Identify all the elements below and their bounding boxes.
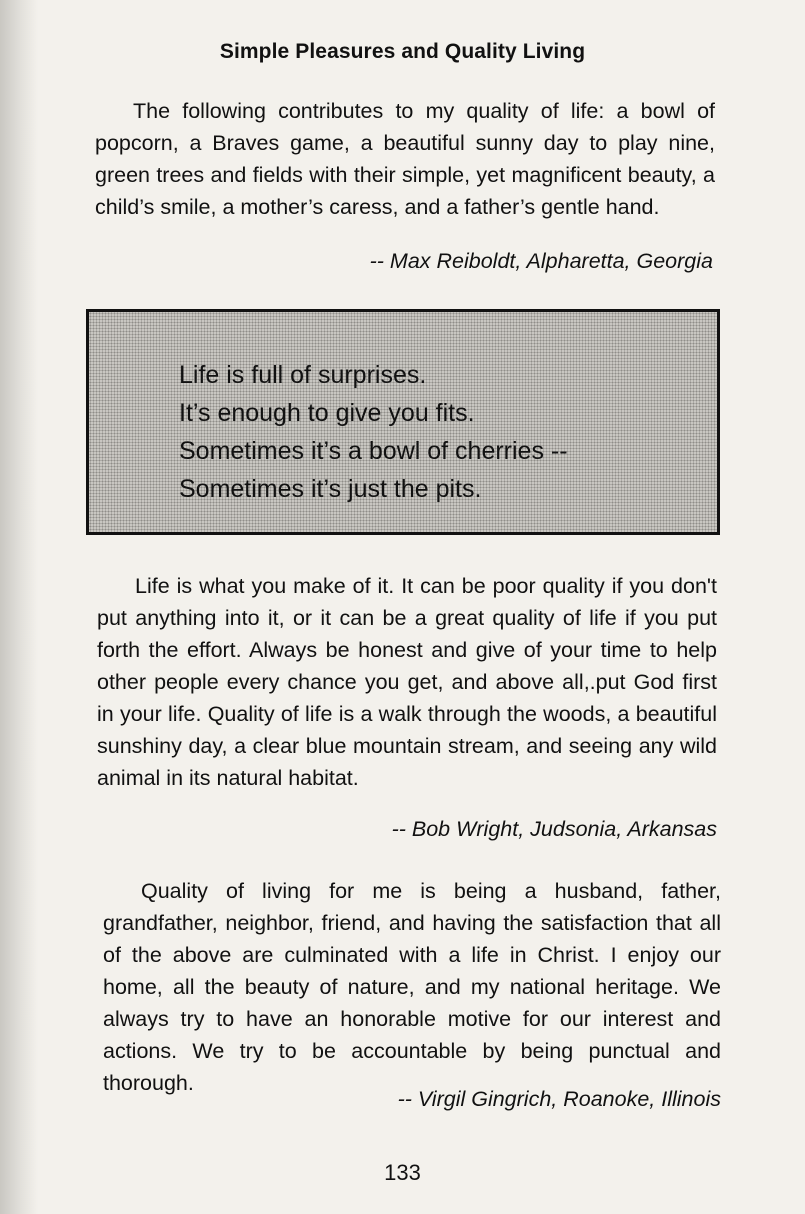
page-title: Simple Pleasures and Quality Living xyxy=(219,40,586,63)
entry-text-reiboldt: The following contributes to my quality of life: a bowl of popcorn, a Braves game, a beautiful sunny day to play nine, green trees and fields with their simple, yet magnificent beauty, a child’s smile, a mother’s caress, and a father’s gentle hand. xyxy=(95,99,715,219)
attribution-wright: -- Bob Wright, Judsonia, Arkansas xyxy=(391,817,717,841)
page-number: 133 xyxy=(384,1160,421,1185)
poem-box xyxy=(86,309,720,535)
poem xyxy=(179,356,568,508)
poem-line: Sometimes it’s a bowl of cherries -- xyxy=(179,437,568,465)
poem-line: Sometimes it’s just the pits. xyxy=(179,475,482,503)
poem-line: Life is full of surprises. xyxy=(179,361,427,389)
attribution-reiboldt: -- Max Reiboldt, Alpharetta, Georgia xyxy=(369,249,713,273)
entry-text-gingrich: Quality of living for me is being a husband, father, grandfather, neighbor, friend, and having the satisfaction that all of the above are culminated with a life in Christ. I enjoy our home, all the beauty of nature, and my national heritage. We always try to have an honorable motive for our interest and actions. We try to be accountable by being punctual and thorough. xyxy=(103,879,721,1095)
attribution-gingrich: -- Virgil Gingrich, Roanoke, Illinois xyxy=(397,1087,721,1111)
poem-line: It’s enough to give you fits. xyxy=(179,399,475,427)
entry-text-wright: Life is what you make of it. It can be poor quality if you don't put anything into it, or it can be a great quality of life if you put forth the effort. Always be honest and give of your time to help other people every chance you get, and above all,.put God first in your life. Quality of life is a walk through the woods, a beautiful sunshiny day, a clear blue mountain stream, and seeing any wild animal in its natural habitat. xyxy=(97,574,717,790)
